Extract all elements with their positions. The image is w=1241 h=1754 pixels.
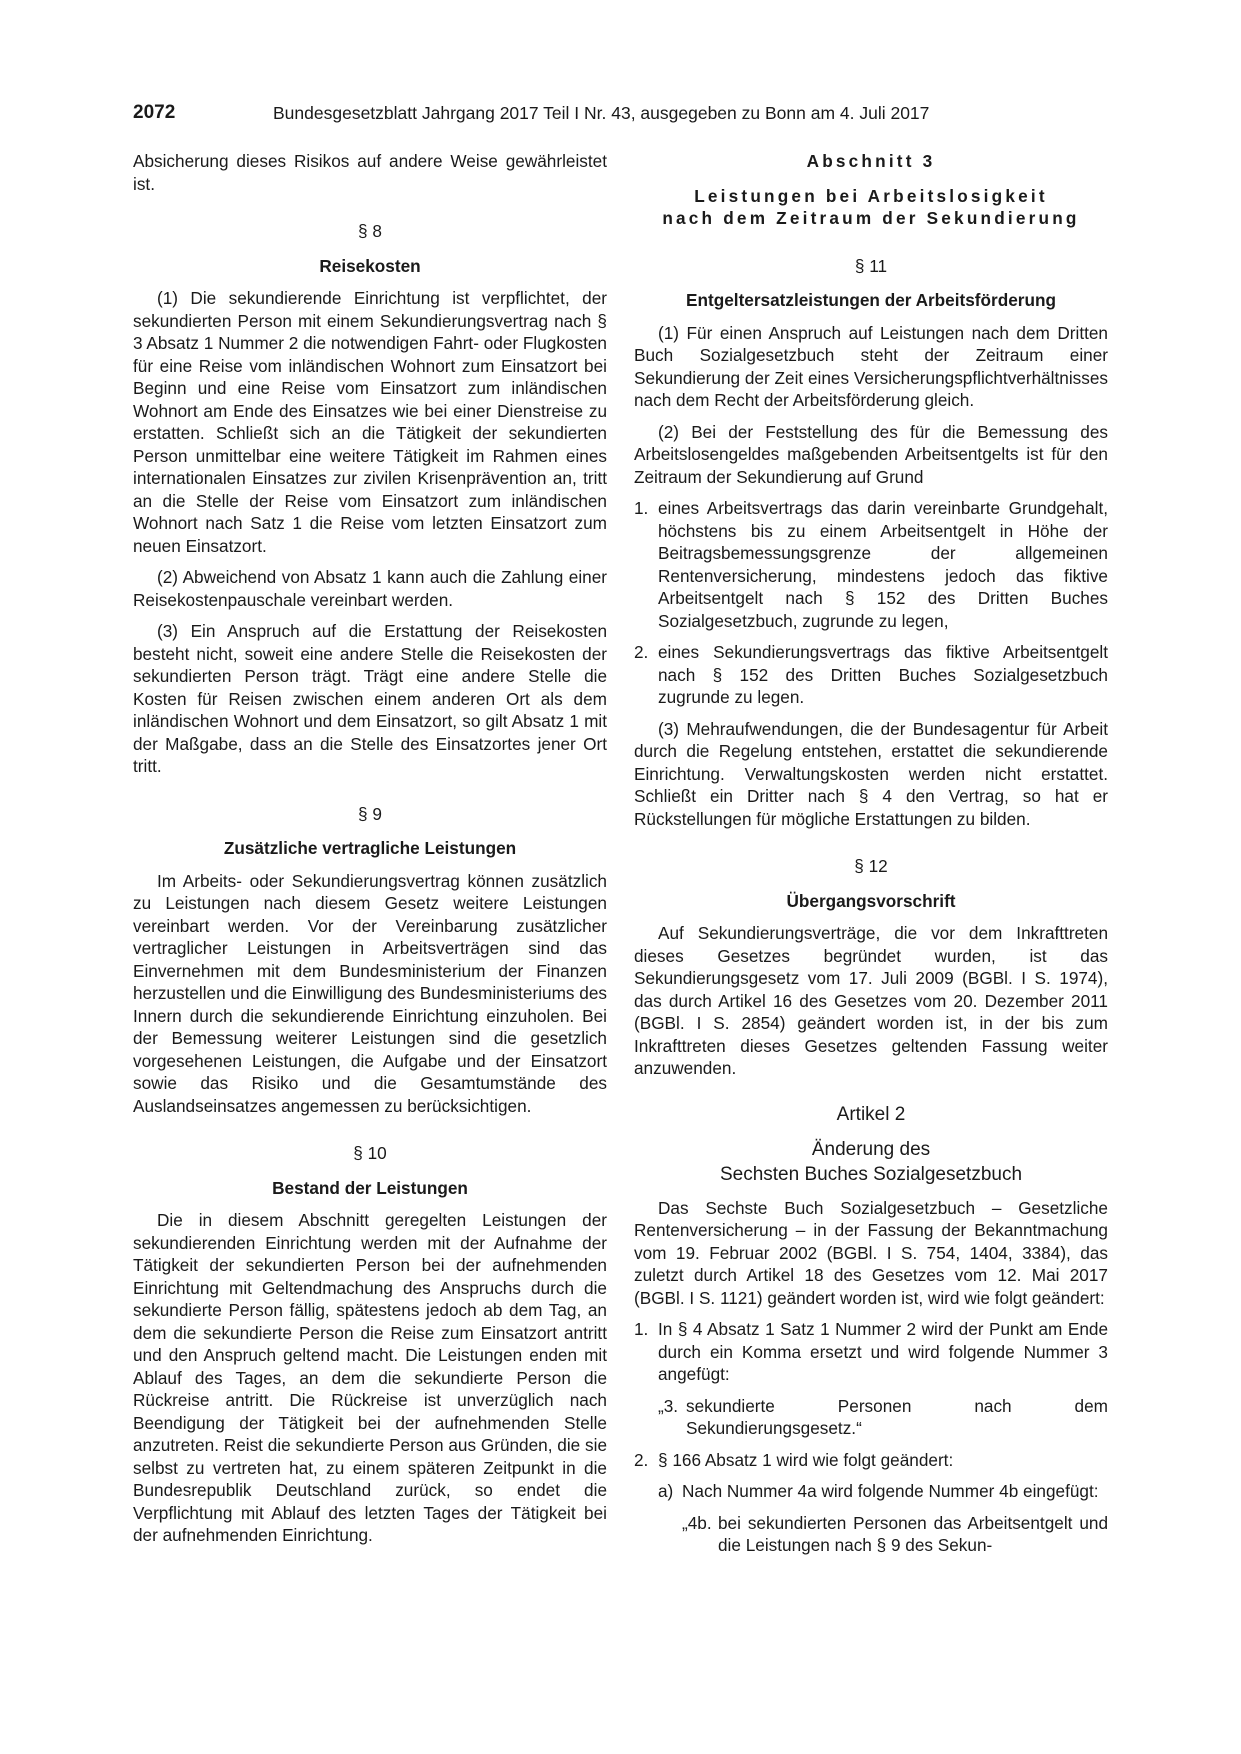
article-2-subtitle-line-2: Sechsten Buches Sozialgesetzbuch bbox=[719, 1163, 1023, 1185]
article-2-heading: Artikel 2 bbox=[836, 1103, 906, 1125]
abschnitt-heading: Abschnitt 3 bbox=[806, 151, 936, 171]
quoted-item-text: bei sekundierten Personen das Arbeitsentgelt und die Leistungen nach § 9 des Sekun- bbox=[718, 1512, 1108, 1555]
list-item-number: 2. bbox=[634, 1449, 649, 1470]
section-11-paragraph-2: (2) Bei der Feststellung des für die Bemessung des Arbeitslosengeldes maßgebenden Arbeitsentgelts ist für den Zeitraum der Sekundierung auf Grund bbox=[634, 421, 1108, 487]
section-12-number: § 12 bbox=[854, 856, 888, 876]
sub-list-item-letter: a) bbox=[658, 1481, 674, 1501]
section-8-paragraph-2: (2) Abweichend von Absatz 1 kann auch die Zahlung einer Reisekostenpauschale vereinbart werden. bbox=[133, 567, 607, 610]
section-12-title: Übergangsvorschrift bbox=[786, 890, 956, 911]
section-9-title: Zusätzliche vertragliche Leistungen bbox=[223, 838, 517, 858]
sub-list-item bbox=[658, 1480, 1108, 1503]
section-11-paragraph-1: (1) Für einen Anspruch auf Leistungen nach dem Dritten Buch Sozialgesetzbuch steht der Zeitraum einer Sekundierung der Zeit eines Versicherungspflichtverhältnisses nach dem Recht der Arbeitsförderung gleich. bbox=[634, 322, 1108, 410]
article-2-subtitle-line-1: Änderung des bbox=[811, 1138, 931, 1160]
list-item bbox=[634, 497, 1108, 632]
quoted-item-number: „3. bbox=[658, 1395, 679, 1416]
section-10-title: Bestand der Leistungen bbox=[272, 1177, 468, 1198]
running-header: Bundesgesetzblatt Jahrgang 2017 Teil I Nr. 43, ausgegeben zu Bonn am 4. Juli 2017 bbox=[273, 103, 930, 123]
list-item-text: § 166 Absatz 1 wird wie folgt geändert: bbox=[658, 1449, 954, 1470]
section-8-title: Reisekosten bbox=[319, 255, 421, 276]
abschnitt-title-line-1: Leistungen bei Arbeitslosigkeit bbox=[694, 185, 1048, 206]
section-8-paragraph-1: (1) Die sekundierende Einrichtung ist verpflichtet, der sekundierten Person mit einem Sekundierungsvertrag nach § 3 Absatz 1 Nummer 2 die notwendigen Fahrt- oder Flugkosten für eine Reise vom inländischen Wohnort zum Einsatzort bei Beginn und eine Reise vom Einsatzort zum inländischen Wohnort am Ende des Einsatzes wie bei einer Dienstreise zu erstatten. Schließt sich an die Tätigkeit der sekundierten Person unmittelbar eine weitere Tätigkeit im Rahmen eines internationalen Einsatzes zur zivilen Krisenprävention an, tritt an die Stelle der Reise vom Einsatzort zum inländischen Wohnort nach Satz 1 die Reise vom letzten Einsatzort zum neuen Einsatzort. bbox=[133, 288, 607, 556]
page-header bbox=[133, 100, 1108, 126]
list-item-number: 1. bbox=[634, 498, 649, 518]
article-2-paragraph-1: Das Sechste Buch Sozialgesetzbuch – Gesetzliche Rentenversicherung – in der Fassung der Bekanntmachung vom 19. Februar 2002 (BGBl. I S. 754, 1404, 3384), das zuletzt durch Artikel 18 des Gesetzes vom 12. Mai 2017 (BGBl. I S. 1121) geändert worden ist, wird wie folgt geändert: bbox=[634, 1197, 1108, 1308]
list-item-number: 1. bbox=[634, 1319, 649, 1339]
quoted-item-number: „4b. bbox=[682, 1512, 712, 1533]
quoted-list-item bbox=[658, 1395, 1108, 1440]
page-number: 2072 bbox=[133, 102, 176, 123]
section-10-paragraph-1: Die in diesem Abschnitt geregelten Leistungen der sekundierenden Einrichtung werden mit der Aufnahme der Tätigkeit der sekundierten Person bei der aufnehmenden Einrichtung mit Geltendmachung des Anspruchs durch die sekundierte Person fällig, spätestens jedoch ab dem Tag, an dem die sekundierte Person die Reise zum Einsatzort antritt und den Anspruch geltend macht. Die Leistungen enden mit Ablauf des Tages, an dem die sekundierte Person die Rückreise antritt. Die Rückreise ist unverzüglich nach Beendigung der Tätigkeit bei der aufnehmenden Stelle anzutreten. Reist die sekundierte Person aus Gründen, die sie selbst zu vertreten hat, zu einem späteren Zeitpunkt in die Bundesrepublik Deutschland zurück, so endet die Verpflichtung mit Ablauf des letzten Tages der Tätigkeit bei der aufnehmenden Einrichtung. bbox=[133, 1210, 607, 1545]
list-item bbox=[634, 1318, 1108, 1386]
section-9-number: § 9 bbox=[358, 803, 382, 824]
section-11-paragraph-3: (3) Mehraufwendungen, die der Bundesagentur für Arbeit durch die Regelung entstehen, erstattet die sekundierende Einrichtung. Verwaltungskosten werden nicht erstattet. Schließt ein Dritter nach § 4 den Vertrag, so hat er Rückstellungen für mögliche Erstattungen zu bilden. bbox=[634, 718, 1108, 829]
section-11-title: Entgeltersatzleistungen der Arbeitsförderung bbox=[686, 290, 1056, 310]
quoted-list-item bbox=[682, 1512, 1108, 1557]
section-9-paragraph-1: Im Arbeits- oder Sekundierungsvertrag können zusätzlich zu Leistungen nach diesem Gesetz weitere Leistungen vereinbart werden. Vor der Vereinbarung zusätzlicher vertraglicher Leistungen in Arbeitsverträgen sind das Einvernehmen mit dem Bundesministerium der Finanzen herzustellen und die Einwilligung des Bundesministeriums des Innern durch die sekundierende Einrichtung einzuholen. Bei der Bemessung weiterer Leistungen sind die gesetzlich vorgesehenen Leistungen, die Aufgabe und der Einsatzort sowie das Risiko und die Gesamtumstände des Auslandseinsatzes angemessen zu berücksichtigen. bbox=[133, 870, 607, 1116]
section-12-paragraph-1: Auf Sekundierungsverträge, die vor dem Inkrafttreten dieses Gesetzes begründet wurden, ist das Sekundierungsgesetz vom 17. Juli 2009 (BGBl. I S. 1974), das durch Artikel 16 des Gesetzes vom 20. Dezember 2011 (BGBl. I S. 2854) geändert worden ist, in der bis zum Inkrafttreten dieses Gesetzes geltenden Fassung weiter anzuwenden. bbox=[634, 923, 1108, 1078]
section-11-number: § 11 bbox=[854, 255, 888, 276]
quoted-item-text: sekundierte Personen nach dem Sekundierungsgesetz.“ bbox=[686, 1395, 1108, 1438]
intro-paragraph: Absicherung dieses Risikos auf andere Weise gewährleistet ist. bbox=[133, 151, 607, 194]
list-item-number: 2. bbox=[634, 642, 649, 662]
list-item-text: eines Sekundierungsvertrags das fiktive Arbeitsentgelt nach § 152 des Dritten Buches Sozialgesetzbuch zugrunde zu legen. bbox=[658, 642, 1108, 707]
right-column bbox=[634, 150, 1108, 1557]
list-item-text: eines Arbeitsvertrags das darin vereinbarte Grundgehalt, höchstens bis zu einem Arbeitsentgelt in Höhe der Beitragsbemessungsgrenze der allgemeinen Rentenversicherung, mindestens jedoch das fiktive Arbeitsentgelt nach § 152 des Dritten Buches Sozialgesetzbuch, zugrunde zu legen, bbox=[658, 498, 1108, 631]
section-10-number: § 10 bbox=[353, 1143, 387, 1163]
left-column bbox=[133, 150, 607, 1556]
list-item-text: In § 4 Absatz 1 Satz 1 Nummer 2 wird der Punkt am Ende durch ein Komma ersetzt und wird folgende Nummer 3 angefügt: bbox=[658, 1319, 1108, 1384]
sub-list-item-text: Nach Nummer 4a wird folgende Nummer 4b eingefügt: bbox=[682, 1481, 1099, 1501]
list-item bbox=[634, 641, 1108, 709]
section-8-number: § 8 bbox=[358, 221, 382, 241]
list-item bbox=[634, 1449, 1108, 1472]
abschnitt-title-line-2: nach dem Zeitraum der Sekundierung bbox=[662, 208, 1080, 228]
section-8-paragraph-3: (3) Ein Anspruch auf die Erstattung der Reisekosten besteht nicht, soweit eine andere Stelle die Reisekosten der sekundierten Person trägt. Trägt eine andere Stelle die Kosten für Reisen zwischen einem anderen Ort als dem inländischen Wohnort und dem Einsatzort, so gilt Absatz 1 mit der Maßgabe, dass an die Stelle des Einsatzortes jener Ort tritt. bbox=[133, 621, 607, 776]
